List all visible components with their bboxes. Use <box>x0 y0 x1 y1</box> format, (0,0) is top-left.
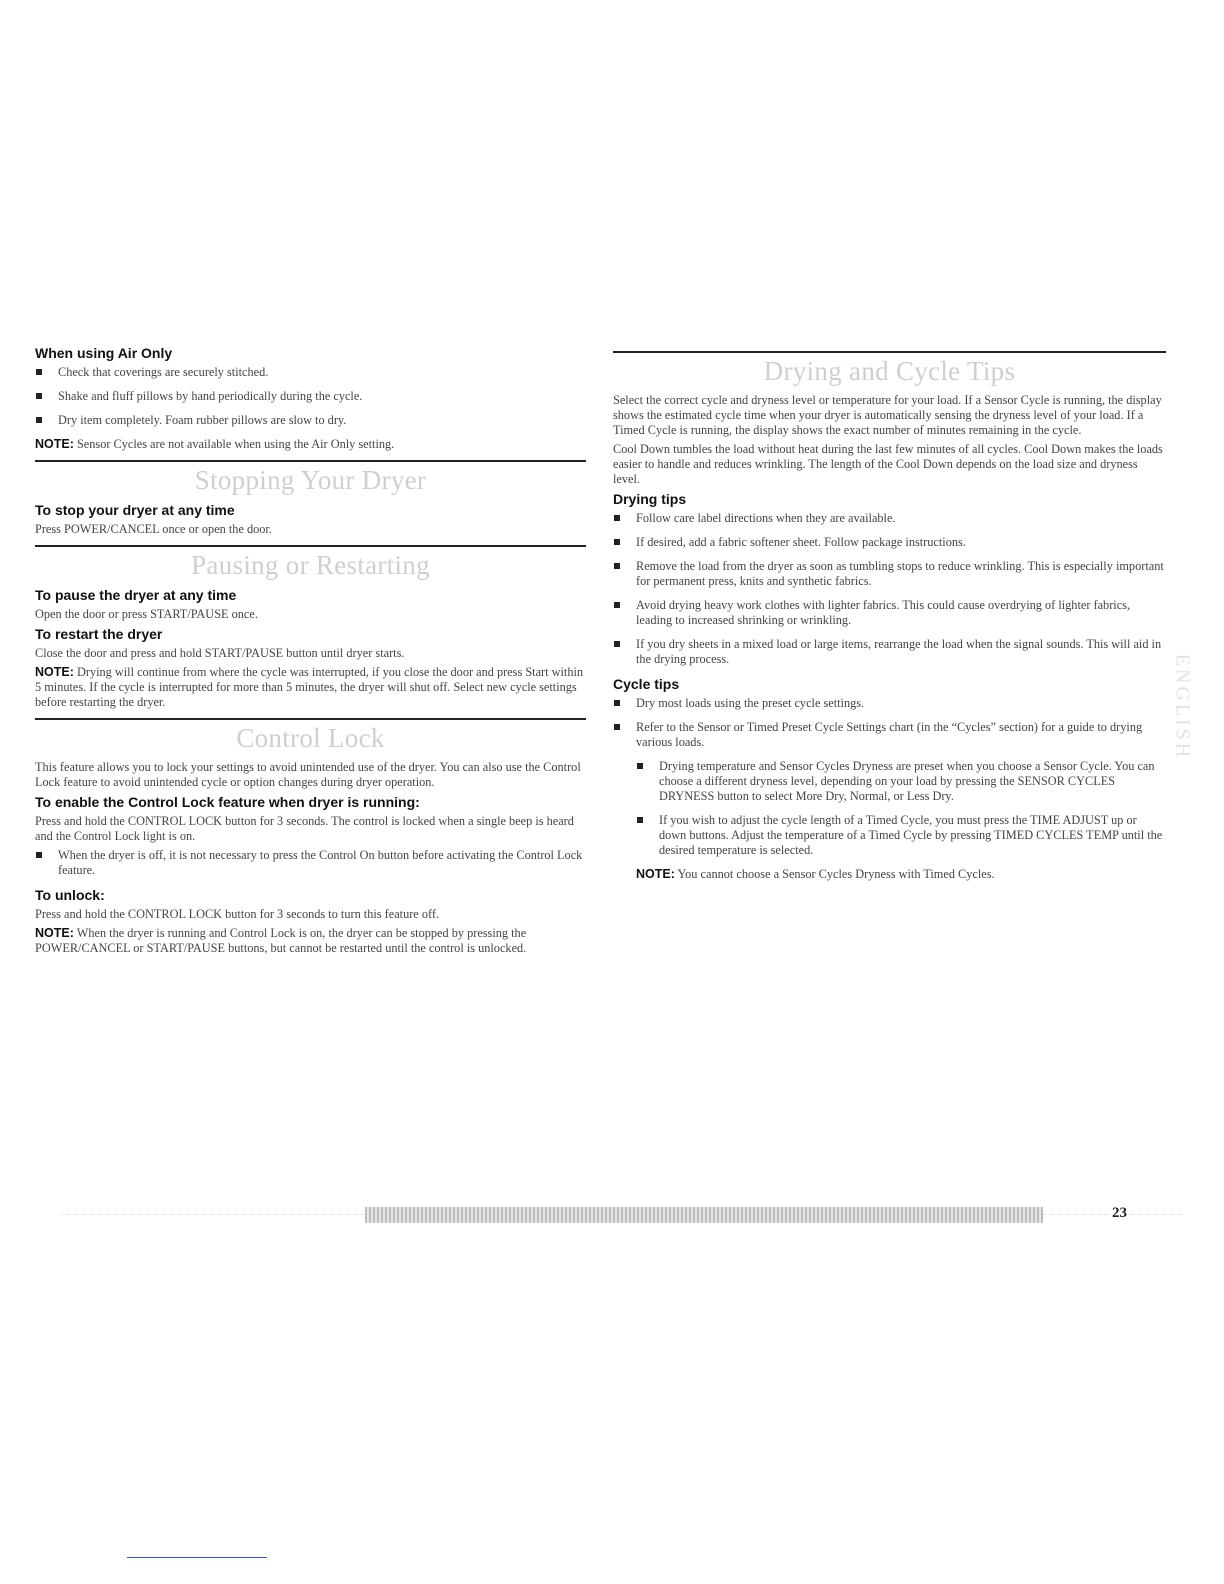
tips-title: Drying and Cycle Tips <box>763 356 1016 386</box>
right-column <box>613 345 1166 886</box>
control-lock-intro: This feature allows you to lock your settings to avoid unintended use of the dryer. You can also use the Control Lock feature to avoid unintended cycle or option changes during dryer operation. <box>35 760 581 789</box>
list-item: Check that coverings are securely stitched. <box>35 365 586 380</box>
tips-paragraph-1: Select the correct cycle and dryness level or temperature for your load. If a Sensor Cycle is running, the display shows the estimated cycle time when your dryer is automatically sensing the dryness level of your load. If a Timed Cycle is running, the display shows the exact number of minutes remaining in the cycle. <box>613 393 1162 437</box>
stopping-text: Press POWER/CANCEL once or open the door. <box>35 522 272 536</box>
section-divider <box>35 545 586 547</box>
list-item: When the dryer is off, it is not necessary to press the Control On button before activating the Control Lock feature. <box>35 848 586 878</box>
stopping-title: Stopping Your Dryer <box>194 465 427 495</box>
list-item: If you dry sheets in a mixed load or large items, rearrange the load when the signal sounds. This will aid in the drying process. <box>613 637 1166 667</box>
list-item: Drying temperature and Sensor Cycles Dryness are preset when you choose a Sensor Cycle. You can choose a different dryness level, depending on your load by pressing the SENSOR CYCLES DRYNESS button to select More Dry, Normal, or Less Dry. <box>636 759 1166 804</box>
control-lock-title: Control Lock <box>236 723 385 753</box>
list-item: If you wish to adjust the cycle length of a Timed Cycle, you must press the TIME ADJUST up or down buttons. Adjust the temperature of a Timed Cycle by pressing TIMED CYCLES TEMP until the desired temperature is selected. <box>636 813 1166 858</box>
list-item: Shake and fluff pillows by hand periodically during the cycle. <box>35 389 586 404</box>
pausing-title: Pausing or Restarting <box>191 550 430 580</box>
enable-lock-text: Press and hold the CONTROL LOCK button for 3 seconds. The control is locked when a single beep is heard and the Control Lock light is on. <box>35 814 574 843</box>
air-only-note: NOTE: Sensor Cycles are not available when using the Air Only setting. <box>35 437 395 451</box>
list-item: Dry most loads using the preset cycle settings. <box>613 696 1166 711</box>
cycle-tips-note: NOTE: You cannot choose a Sensor Cycles Dryness with Timed Cycles. <box>636 867 995 881</box>
list-item: Avoid drying heavy work clothes with lighter fabrics. This could cause overdrying of lighter fabrics, leading to increased shrinking or wrinkling. <box>613 598 1166 628</box>
drying-tips-list <box>613 511 1166 667</box>
pausing-note: NOTE: Drying will continue from where the cycle was interrupted, if you close the door and press Start within 5 minutes. If the cycle is interrupted for more than 5 minutes, the dryer will shut off. Select new cycle settings before restarting the dryer. <box>35 665 584 709</box>
language-tab-label: ENGLISH <box>1171 653 1194 761</box>
pause-text: Open the door or press START/PAUSE once. <box>35 607 258 621</box>
language-tab <box>1170 648 1194 766</box>
list-item: Remove the load from the dryer as soon as tumbling stops to reduce wrinkling. This is especially important for permanent press, knits and synthetic fabrics. <box>613 559 1166 589</box>
list-item: Refer to the Sensor or Timed Preset Cycle Settings chart (in the “Cycles” section) for a guide to drying various loads. <box>613 720 1166 750</box>
list-item: Follow care label directions when they are available. <box>613 511 1166 526</box>
restart-text: Close the door and press and hold START/PAUSE button until dryer starts. <box>35 646 405 660</box>
tips-paragraph-2: Cool Down tumbles the load without heat during the last few minutes of all cycles. Cool Down makes the loads easier to handle and reduces wrinkling. The length of the Cool Down depends on the load size and dryness level. <box>613 442 1163 486</box>
pause-subheading: To pause the dryer at any time <box>35 587 237 603</box>
control-lock-list <box>35 848 586 878</box>
page-number: 23 <box>1112 1205 1127 1221</box>
stopping-subheading: To stop your dryer at any time <box>35 502 235 518</box>
footer-dotted-line <box>60 1214 365 1215</box>
unlock-subheading: To unlock: <box>35 887 105 903</box>
restart-subheading: To restart the dryer <box>35 626 163 642</box>
section-divider <box>35 718 586 720</box>
control-lock-note: NOTE: When the dryer is running and Control Lock is on, the dryer can be stopped by pressing the POWER/CANCEL or START/PAUSE buttons, but cannot be restarted until the control is unlocked. <box>35 926 527 955</box>
list-item: If desired, add a fabric softener sheet. Follow package instructions. <box>613 535 1166 550</box>
drying-tips-heading: Drying tips <box>613 491 687 507</box>
cycle-tips-heading: Cycle tips <box>613 676 680 692</box>
air-only-heading: When using Air Only <box>35 345 173 361</box>
cycle-tips-list <box>613 696 1166 750</box>
air-only-list <box>35 365 586 428</box>
bottom-rule <box>127 1557 267 1558</box>
enable-lock-subheading: To enable the Control Lock feature when dryer is running: <box>35 794 420 810</box>
unlock-text: Press and hold the CONTROL LOCK button for 3 seconds to turn this feature off. <box>35 907 440 921</box>
cycle-tips-sublist <box>636 759 1166 858</box>
section-divider <box>35 460 586 462</box>
list-item: Dry item completely. Foam rubber pillows are slow to dry. <box>35 413 586 428</box>
section-divider <box>613 351 1166 353</box>
left-column <box>35 345 586 960</box>
footer-band <box>365 1207 1043 1223</box>
